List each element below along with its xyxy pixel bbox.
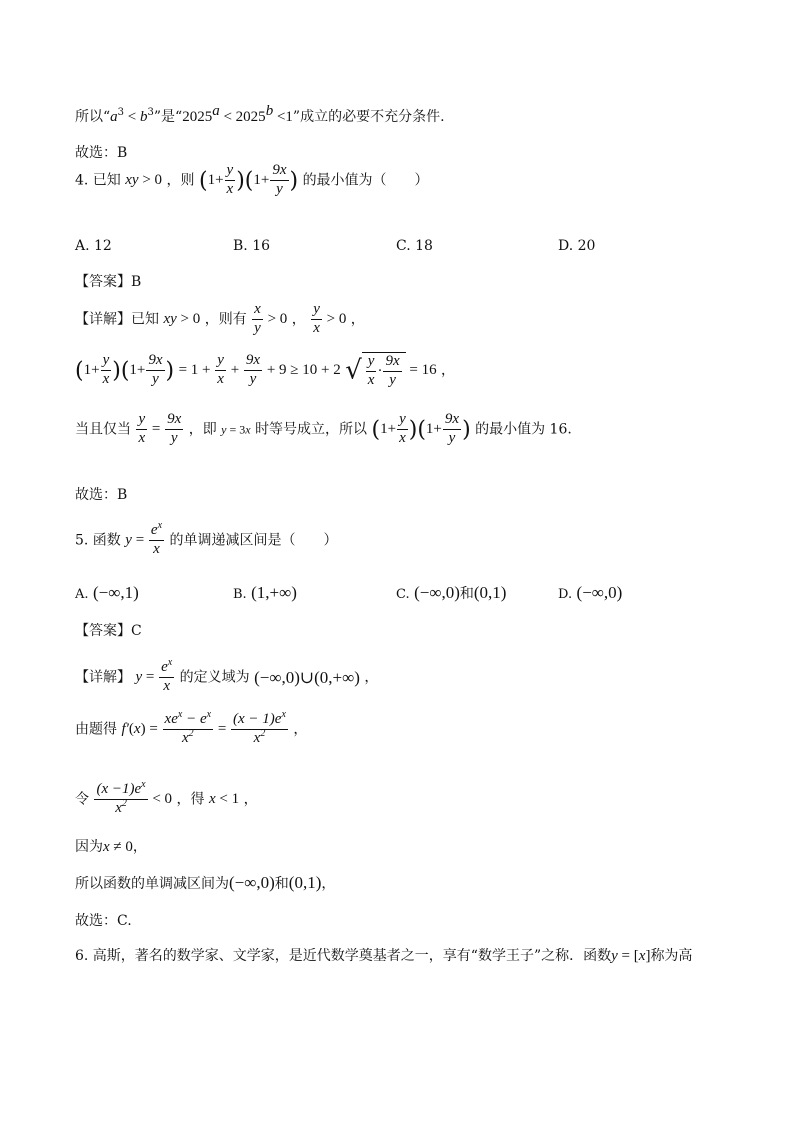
option-b[interactable]: B. (1,+∞) [233, 583, 297, 602]
question-5: 5. 函数 y = $\frac{e^x}{x}$ 的单调递减区间是（ ） [75, 520, 338, 557]
q5-answer: 【答案】C [75, 623, 142, 639]
option-c[interactable]: C. (−∞,0)和(0,1) [396, 583, 507, 602]
q5-detail-5: 所以函数的单调减区间为(−∞,0)和(0,1)， [75, 873, 336, 892]
q5-choose: 故选：C. [75, 913, 132, 929]
q4-answer: 【答案】B [75, 274, 142, 290]
q4-detail-1: 【详解】已知 xy > 0 ，则有 $\frac{x}{y}$ > 0 ， $\frac{y}{x}$ > 0 ， [75, 301, 365, 336]
q5-detail-4: 因为x ≠ 0， [75, 839, 147, 855]
question-5-options [75, 584, 725, 604]
option-d[interactable]: D. (−∞,0) [558, 583, 623, 602]
q4-detail-3: 当且仅当 $\frac{y}{x}$ = $\frac{9x}{y}$ ，即 y = 3x 时等号成立，所以 (1+ $\frac{y}{x}$ )(1+ $\frac{9x}{y}$ ) 的最小值为 16. [75, 411, 572, 446]
q5-detail-3: 令 $\frac{(x -1)e^x}{x^2}$ < 0 ，得 x < 1 ， [75, 779, 258, 816]
conclusion-line: 所以“$a^3 < b^3$”是“$2025^a < 2025^b <1$”成立的必要不充分条件. [75, 103, 445, 125]
q4-detail-2: (1+ $\frac{y}{x}$ )(1+ $\frac{9x}{y}$ ) = 1 + $\frac{y}{x}$ + $\frac{9x}{y}$ + 9 ≥ 10 + 2 √ $\frac{y}{x}$ · $\frac{9x}{y}$ = 16 ， [75, 352, 456, 388]
question-4: 4. 已知 xy > 0 ，则 (1+ $\frac{y}{x}$ )(1+ $\frac{9x}{y}$ ) 的最小值为（ ） [75, 162, 429, 197]
option-a[interactable]: A. 12 [75, 238, 112, 254]
option-b[interactable]: B. 16 [233, 238, 271, 254]
q5-detail-2: 由题得 f′(x) = $\frac{xe^x - e^x}{x^2}$ = $\frac{(x - 1)e^x}{x^2}$ ， [75, 709, 308, 746]
option-d[interactable]: D. 20 [558, 238, 596, 254]
choose-b-line: 故选：B [75, 145, 128, 161]
q5-detail-1: 【详解】 y = $\frac{e^x}{x}$ 的定义域为 (−∞,0)∪(0,+∞) ， [75, 657, 379, 694]
question-6: 6. 高斯，著名的数学家、文学家，是近代数学奠基者之一，享有“数学王子”之称．函数y = [x]称为高 [75, 948, 693, 964]
option-a[interactable]: A. (−∞,1) [75, 583, 139, 602]
question-4-options [75, 239, 725, 255]
option-c[interactable]: C. 18 [396, 238, 433, 254]
q4-choose: 故选：B [75, 487, 128, 503]
